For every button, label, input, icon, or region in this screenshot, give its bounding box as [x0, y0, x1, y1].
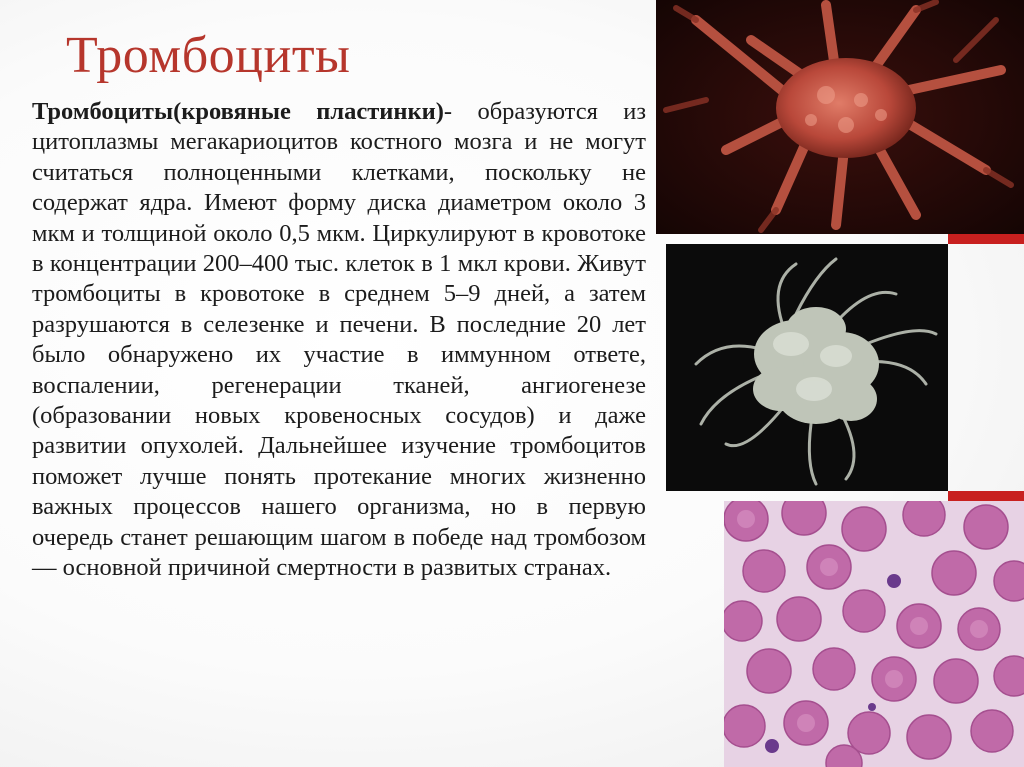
activated-platelet-image: [656, 0, 1024, 234]
body-text: - образуются из цитоплазмы мегакариоцитов костного мозга и не могут считаться полноценными клетками, поскольку не содержат ядра. Имеют форму диска диаметром около 3 мкм и толщиной около 0,5 мкм. Циркулируют в кровотоке в концентрации 200–400 тыс. клеток в 1 мкл крови. Живут тромбоциты в кровотоке в среднем 5–9 дней, а затем разрушаются в селезенке и печени. В последние 20 лет было обнаружено их участие в иммунном ответе, воспалении, регенерации тканей, ангиогенезе (образовании новых кровеносных сосудов) и даже развитии опухолей. Дальнейшее изучение тромбоцитов поможет лучше понять протекание многих жизненно важных процессов нашего организма, но в первую очередь станет решающим шагом в победе над тромбозом — основной причиной смертности в развитых странах.: [32, 98, 646, 582]
body-paragraph: [32, 97, 646, 584]
blood-smear-image: [724, 501, 1024, 767]
body-lead: Тромбоциты(кровяные пластинки): [32, 98, 444, 125]
accent-bar-middle: [948, 491, 1024, 501]
platelet-cluster-image: [666, 244, 948, 491]
accent-bar-top: [948, 234, 1024, 244]
slide-title: Тромбоциты: [66, 27, 351, 84]
